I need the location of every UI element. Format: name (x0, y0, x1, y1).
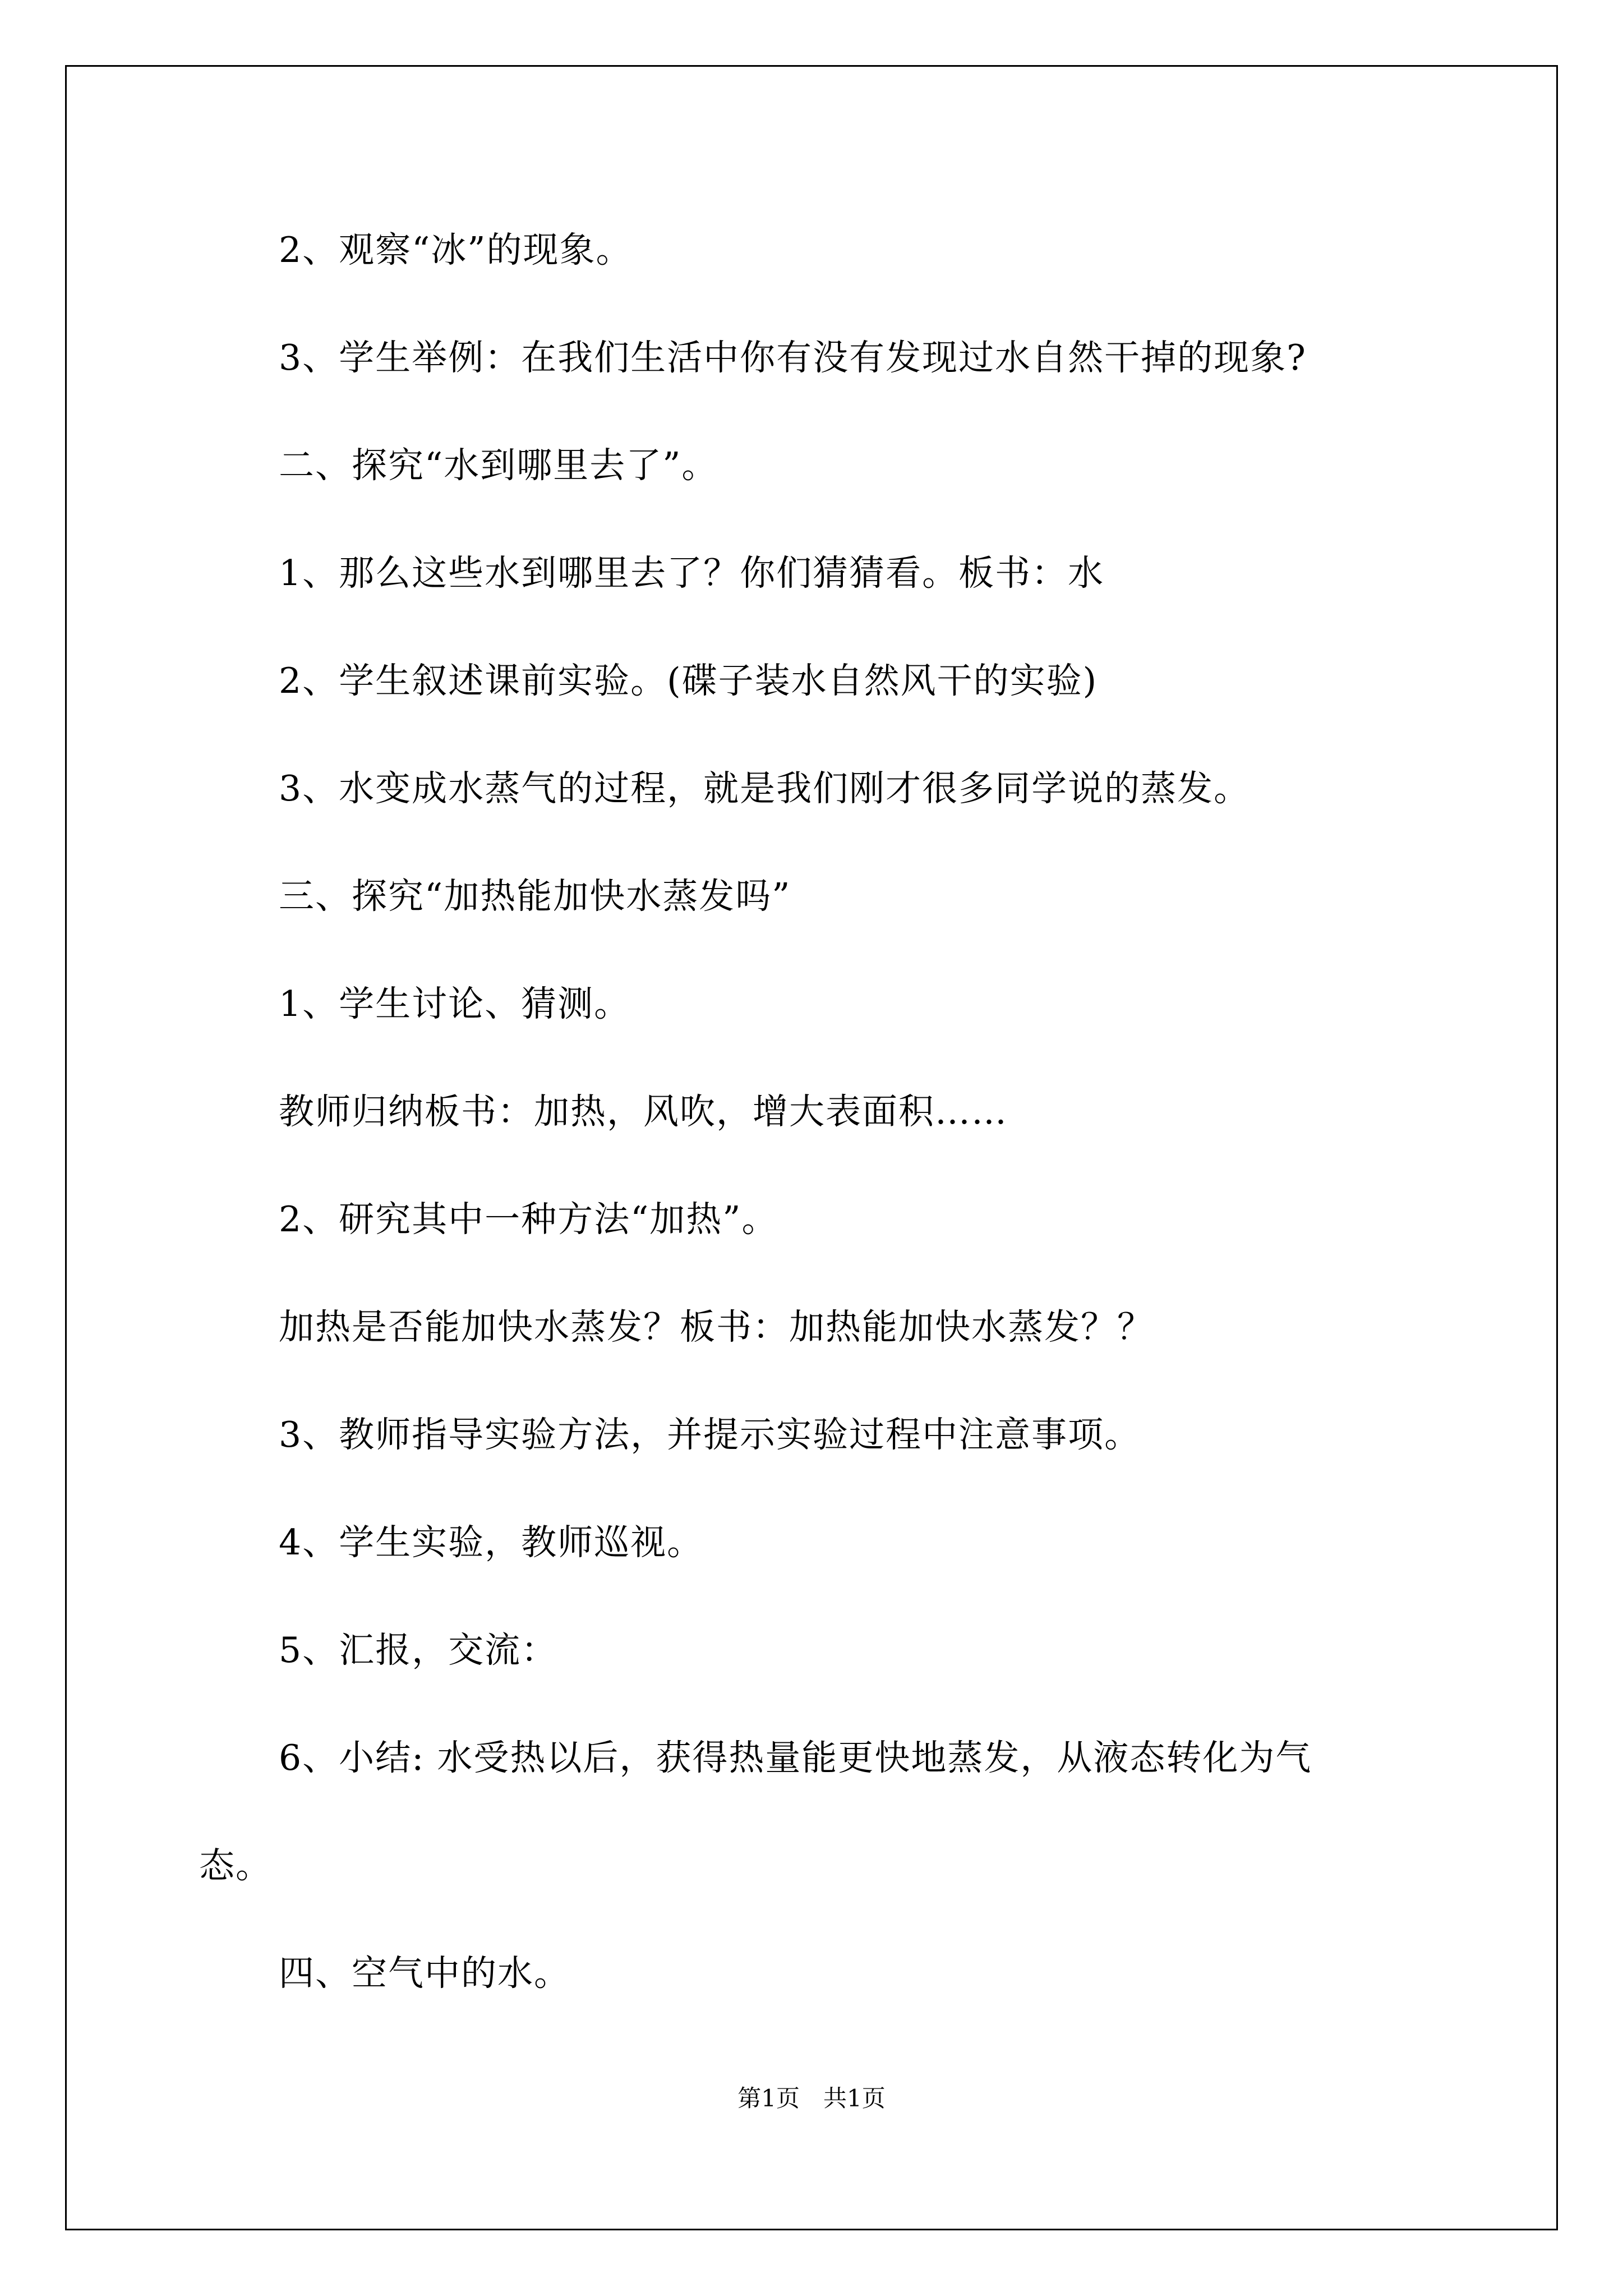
section-heading: 四、空气中的水。 (279, 1953, 570, 1994)
text-line: 2、研究其中一种方法“加热”。 (279, 1199, 778, 1240)
text-line: 3、水变成水蒸气的过程，就是我们刚才很多同学说的蒸发。 (279, 768, 1251, 809)
page-number-footer: 第1页 共1页 (737, 2085, 886, 2112)
text-line: 3、学生举例：在我们生活中你有没有发现过水自然干掉的现象? (279, 337, 1307, 378)
text-line: 3、教师指导实验方法，并提示实验过程中注意事项。 (279, 1414, 1141, 1455)
text-line: 加热是否能加快水蒸发？板书：加热能加快水蒸发？？ (279, 1306, 1154, 1347)
text-line: 教师归纳板书：加热，风吹，增大表面积…… (279, 1091, 1008, 1132)
text-line: 态。 (199, 1845, 272, 1886)
text-line: 6、小结: 水受热以后，获得热量能更快地蒸发，从液态转化为气 (279, 1737, 1312, 1778)
section-heading: 二、探究“水到哪里去了”。 (279, 445, 718, 486)
text-line: 1、那么这些水到哪里去了？你们猜猜看。板书：水 (279, 553, 1105, 593)
section-heading: 三、探究“加热能加快水蒸发吗” (279, 876, 791, 917)
text-line: 1、学生讨论、猜测。 (279, 983, 631, 1024)
text-line: 2、学生叙述课前实验。(碟子装水自然风干的实验) (279, 660, 1098, 701)
text-line: 4、学生实验，教师巡视。 (279, 1522, 704, 1563)
text-line: 2、观察“冰”的现象。 (279, 229, 633, 270)
text-line: 5、汇报，交流： (279, 1630, 558, 1671)
